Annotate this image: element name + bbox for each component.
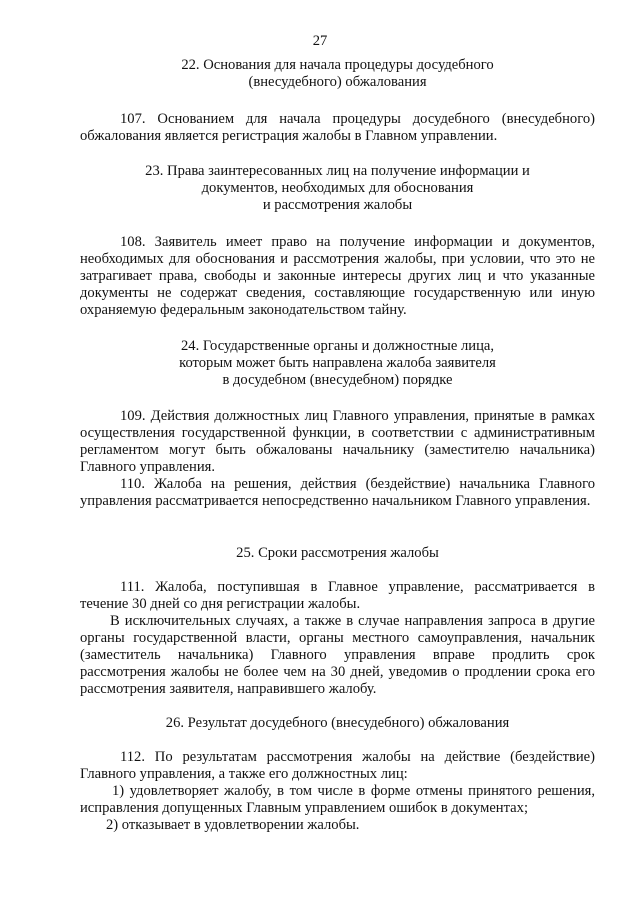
heading-line: 24. Государственные органы и должностные лица,	[180, 338, 495, 354]
section-24-heading	[80, 338, 595, 389]
heading-line: 26. Результат досудебного (внесудебного) обжалования	[165, 715, 510, 731]
heading-line: в досудебном (внесудебном) порядке	[222, 372, 453, 388]
paragraph-111-continued: В исключительных случаях, а также в случае направления запроса в другие органы государственной власти, органы местного самоуправления, начальник (заместитель начальника) Главного управления вправе продлить срок рассмотрения жалобы не более чем на 30 дней, уведомив о продлении срока его рассмотрения заявителя, направившего жалобу.	[80, 613, 595, 697]
paragraph-110: 110. Жалоба на решения, действия (бездействие) начальника Главного управления рассматривается непосредственно начальником Главного управления.	[80, 476, 595, 509]
paragraph-112: 112. По результатам рассмотрения жалобы на действие (бездействие) Главного управления, а также его должностных лиц:	[80, 749, 595, 782]
paragraph-112-item-1: 1) удовлетворяет жалобу, в том числе в форме отмены принятого решения, исправления допущенных Главным управлением ошибок в документах;	[80, 783, 595, 816]
paragraph-108: 108. Заявитель имеет право на получение информации и документов, необходимых для обоснования и рассмотрения жалобы, при условии, что это не затрагивает права, свободы и законные интересы других лиц и что указанные документы не содержат сведения, составляющие государственную или иную охраняемую федеральным законодательством тайну.	[80, 234, 595, 318]
heading-line: 23. Права заинтересованных лиц на получение информации и	[145, 163, 530, 179]
paragraph-107: 107. Основанием для начала процедуры досудебного (внесудебного) обжалования является регистрация жалобы в Главном управлении.	[80, 111, 595, 144]
heading-line: (внесудебного) обжалования	[248, 74, 427, 90]
paragraph-112-item-2: 2) отказывает в удовлетворении жалобы.	[106, 817, 360, 833]
paragraph-109: 109. Действия должностных лиц Главного управления, принятые в рамках осуществления государственной функции, в соответствии с административным регламентом могут быть обжалованы начальнику (заместителю начальника) Главного управления.	[80, 408, 595, 475]
heading-line: которым может быть направлена жалоба заявителя	[179, 355, 496, 371]
page-number: 27	[312, 33, 328, 49]
heading-line: 22. Основания для начала процедуры досудебного	[181, 57, 494, 73]
section-26-heading	[80, 715, 595, 732]
section-22-heading	[80, 57, 595, 91]
section-25-heading	[80, 545, 595, 562]
heading-line: и рассмотрения жалобы	[262, 197, 413, 213]
heading-line: документов, необходимых для обоснования	[201, 180, 474, 196]
section-23-heading	[80, 163, 595, 214]
paragraph-111: 111. Жалоба, поступившая в Главное управление, рассматривается в течение 30 дней со дня регистрации жалобы.	[80, 579, 595, 612]
heading-line: 25. Сроки рассмотрения жалобы	[236, 545, 439, 561]
